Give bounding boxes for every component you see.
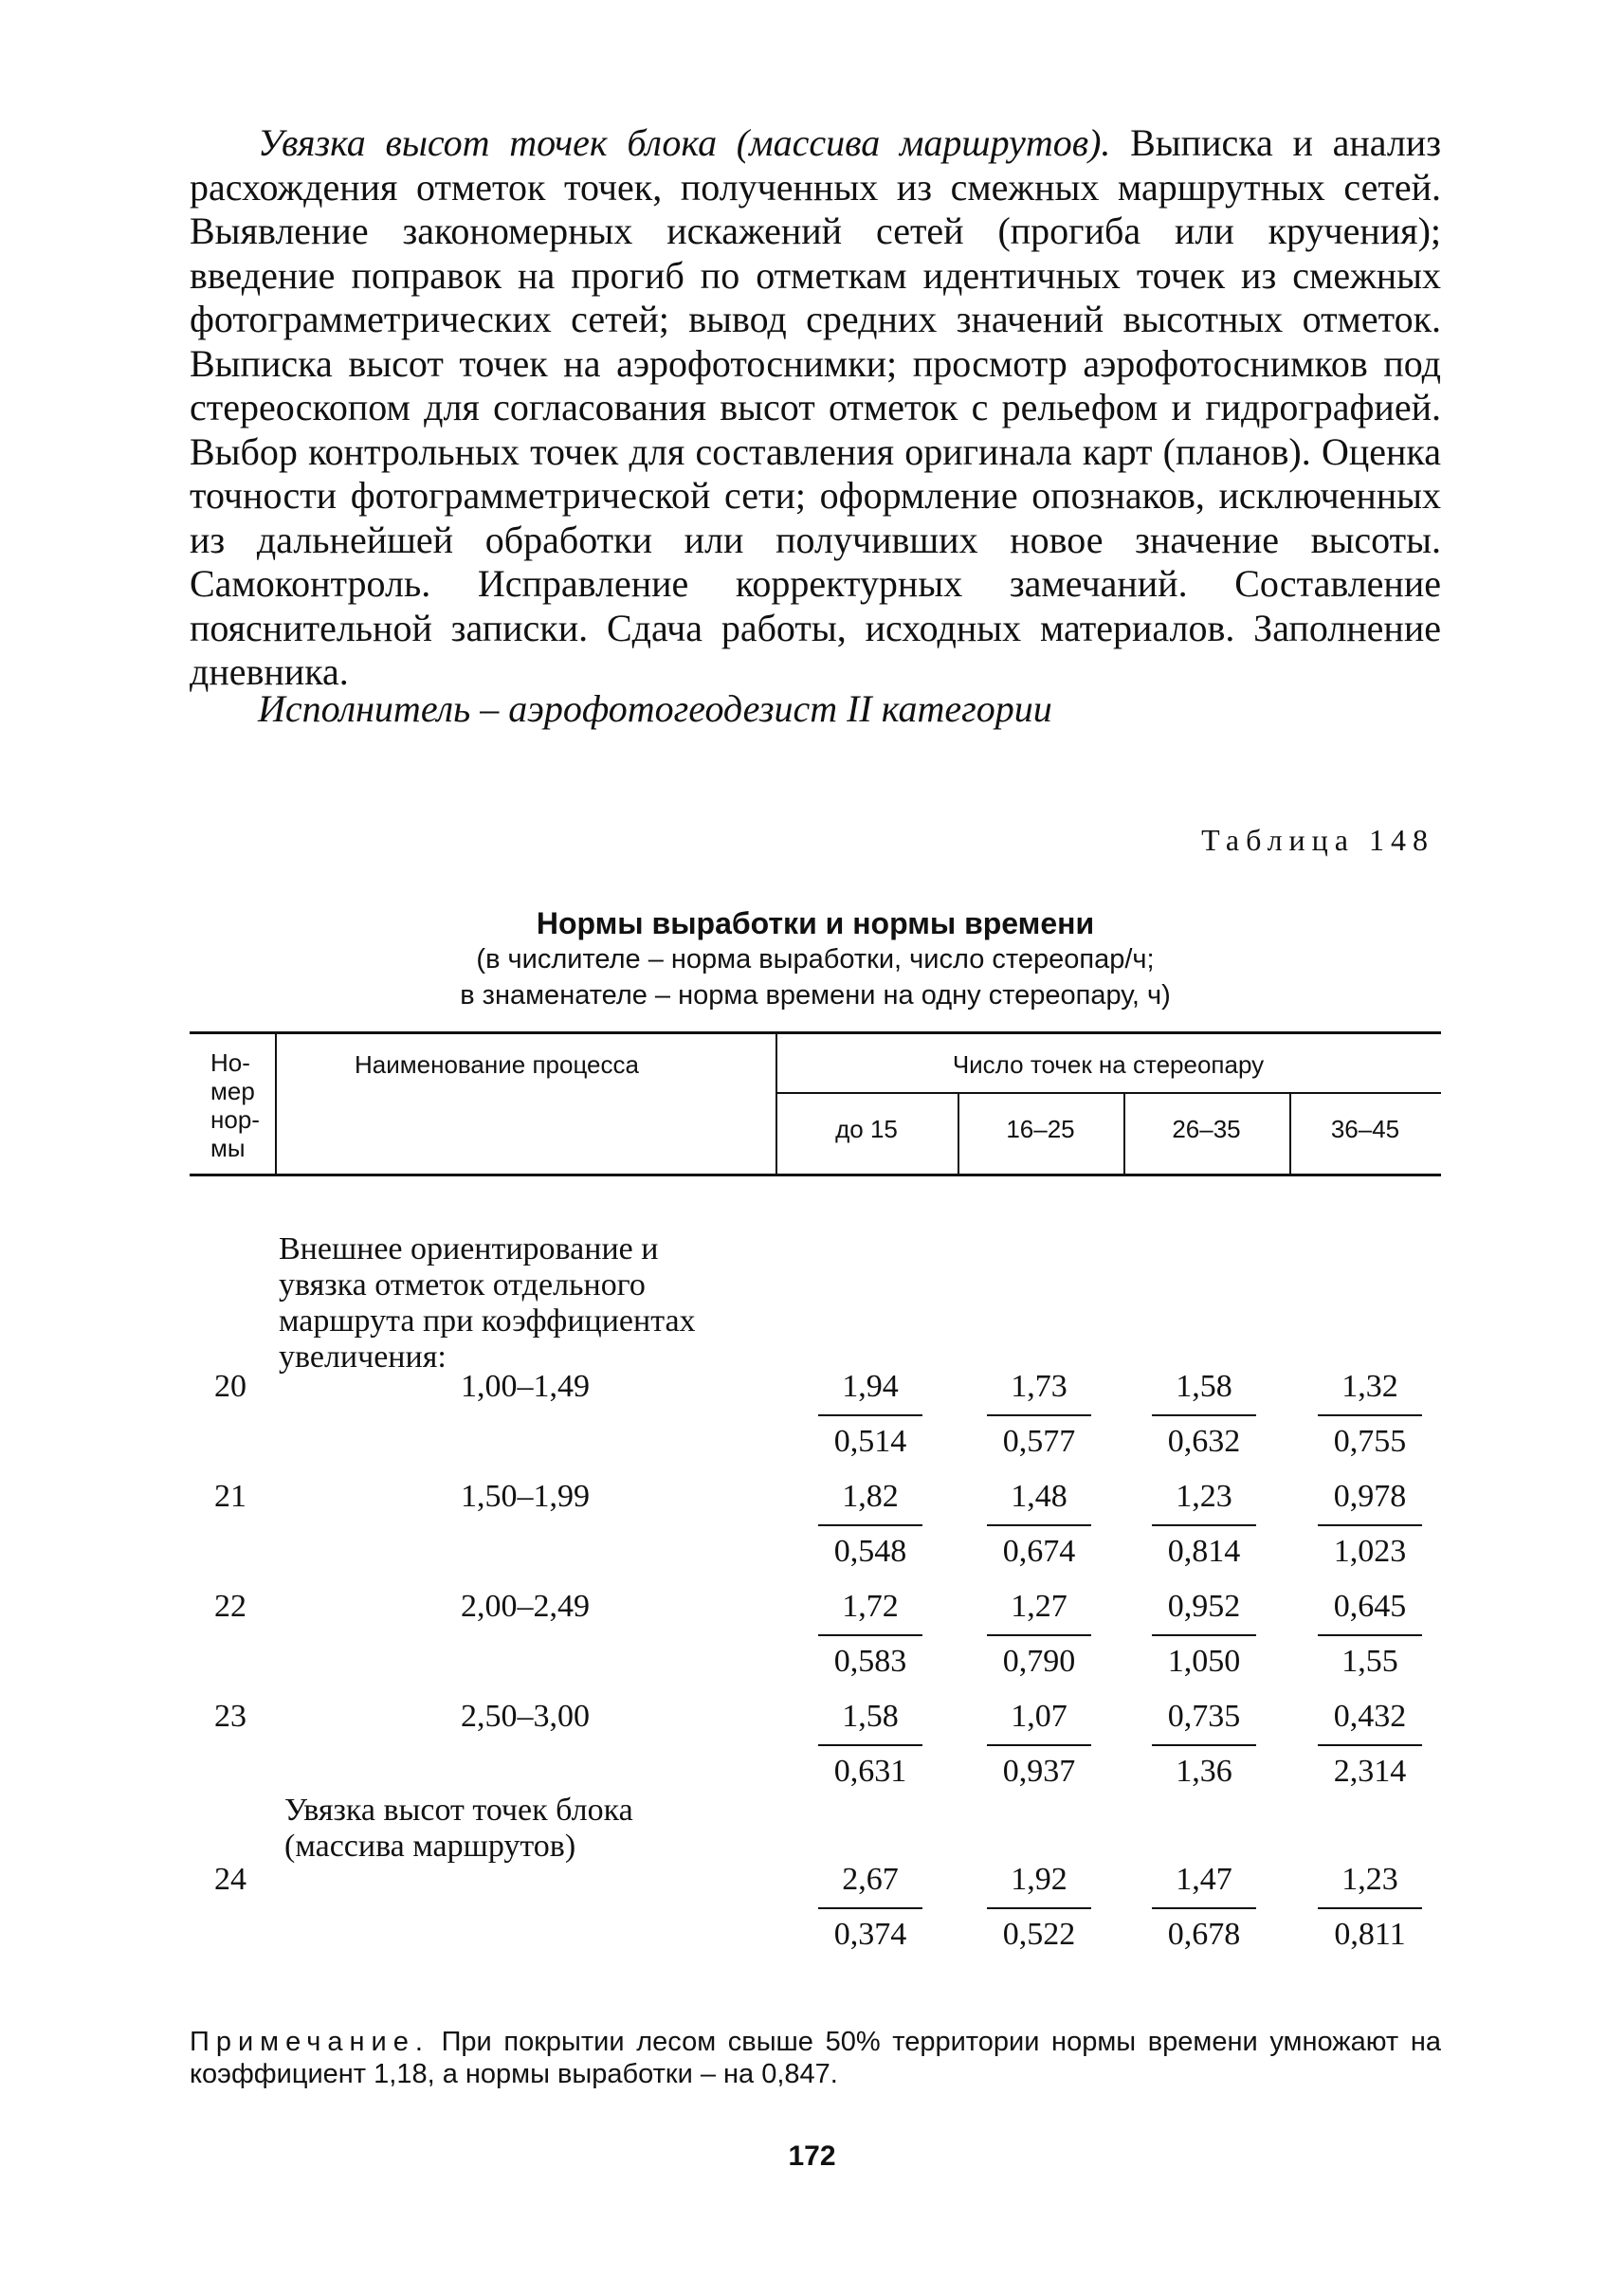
col-number-line: мер	[210, 1077, 255, 1105]
range-header: до 15	[835, 1115, 898, 1143]
time-norm: 0,937	[1002, 1754, 1076, 1789]
output-norm: 1,73	[1011, 1369, 1067, 1404]
norm-number: 21	[214, 1479, 246, 1514]
output-norm: 0,645	[1333, 1589, 1407, 1624]
time-norm: 0,631	[833, 1754, 907, 1789]
fraction-bar	[987, 1907, 1091, 1909]
norm-number: 24	[214, 1862, 246, 1897]
fraction-bar	[1318, 1414, 1422, 1416]
fraction-bar	[818, 1907, 922, 1909]
output-norm: 2,67	[842, 1862, 899, 1897]
coefficient-range: 2,00–2,49	[461, 1589, 590, 1624]
output-norm: 0,952	[1167, 1589, 1241, 1624]
table-subtitle: (в числителе – норма выработки, число стереопар/ч;	[476, 944, 1155, 974]
range-header: 26–35	[1172, 1115, 1241, 1143]
header-divider	[275, 1033, 277, 1174]
fraction-bar	[1152, 1634, 1256, 1636]
col-number-line: Но-	[210, 1048, 250, 1077]
time-norm: 0,755	[1333, 1424, 1407, 1459]
fraction-bar	[1152, 1414, 1256, 1416]
fraction-bar	[987, 1524, 1091, 1526]
section-heading: Увязка высот точек блока (массива маршрутов).	[258, 121, 1111, 164]
norm-number: 22	[214, 1589, 246, 1624]
output-norm: 0,978	[1333, 1479, 1407, 1514]
fraction-bar	[1318, 1524, 1422, 1526]
time-norm: 0,374	[833, 1917, 907, 1952]
header-bottom-rule	[190, 1174, 1441, 1176]
group-label-line: Увязка высот точек блока	[284, 1793, 633, 1828]
output-norm: 1,23	[1341, 1862, 1398, 1897]
fraction-bar	[1318, 1907, 1422, 1909]
col-process-header: Наименование процесса	[355, 1050, 639, 1079]
output-norm: 1,23	[1176, 1479, 1232, 1514]
output-norm: 0,432	[1333, 1699, 1407, 1734]
time-norm: 0,814	[1167, 1534, 1241, 1569]
page-number: 172	[788, 2140, 836, 2172]
output-norm: 1,94	[842, 1369, 899, 1404]
group-label-line: увеличения:	[279, 1339, 447, 1375]
fraction-bar	[987, 1744, 1091, 1746]
coefficient-range: 2,50–3,00	[461, 1699, 590, 1734]
section-body: Выписка и анализ расхождения отметок точек, полученных из смежных маршрутных сетей. Выявление закономерных искажений сетей (прогиба или кручения); введение поправок на прогиб по отметкам идентичных точек из смежных фотограмметрических сетей; вывод средних значений высотных отметок. Выписка высот точек на аэрофотоснимки; просмотр аэрофотоснимков под стереоскопом для согласования высот отметок с рельефом и гидрографией. Выбор контрольных точек для составления оригинала карт (планов). Оценка точности фотограмметрической сети; оформление опознаков, исключенных из дальнейшей обработки или получивших новое значение высоты. Самоконтроль. Исправление корректурных замечаний. Составление пояснительной записки. Сдача работы, исходных материалов. Заполнение дневника.	[190, 121, 1442, 693]
time-norm: 0,583	[833, 1644, 907, 1679]
fraction-bar	[1318, 1634, 1422, 1636]
time-norm: 1,023	[1333, 1534, 1407, 1569]
coefficient-range: 1,50–1,99	[461, 1479, 590, 1514]
fraction-bar	[1152, 1907, 1256, 1909]
group-label-line: увязка отметок отдельного	[279, 1267, 646, 1302]
time-norm: 0,548	[833, 1534, 907, 1569]
col-number-line: нор-	[210, 1105, 260, 1134]
header-mid-rule	[776, 1092, 1441, 1094]
fraction-bar	[818, 1634, 922, 1636]
norm-number: 20	[214, 1369, 246, 1404]
table-note	[190, 2026, 1441, 2090]
norm-number: 23	[214, 1699, 246, 1734]
range-header: 16–25	[1006, 1115, 1075, 1143]
time-norm: 0,790	[1002, 1644, 1076, 1679]
output-norm: 1,32	[1341, 1369, 1398, 1404]
coefficient-range: 1,00–1,49	[461, 1369, 590, 1404]
time-norm: 0,632	[1167, 1424, 1241, 1459]
table-number: Таблица 148	[1201, 823, 1434, 857]
header-top-rule	[190, 1031, 1441, 1034]
work-description	[190, 121, 1441, 695]
output-norm: 1,48	[1011, 1479, 1067, 1514]
time-norm: 0,674	[1002, 1534, 1076, 1569]
fraction-bar	[1152, 1744, 1256, 1746]
output-norm: 0,735	[1167, 1699, 1241, 1734]
fraction-bar	[818, 1414, 922, 1416]
time-norm: 0,678	[1167, 1917, 1241, 1952]
group-label-line: Внешнее ориентирование и	[279, 1231, 659, 1266]
col-number-line: мы	[210, 1134, 246, 1162]
time-norm: 1,55	[1341, 1644, 1398, 1679]
output-norm: 1,58	[1176, 1369, 1232, 1404]
fraction-bar	[1318, 1744, 1422, 1746]
group-label-line: маршрута при коэффициентах	[279, 1303, 696, 1339]
fraction-bar	[1152, 1524, 1256, 1526]
output-norm: 1,58	[842, 1699, 899, 1734]
fraction-bar	[818, 1744, 922, 1746]
output-norm: 1,27	[1011, 1589, 1067, 1624]
time-norm: 1,050	[1167, 1644, 1241, 1679]
output-norm: 1,92	[1011, 1862, 1067, 1897]
time-norm: 2,314	[1333, 1754, 1407, 1789]
col-points-header: Число точек на стереопару	[952, 1050, 1265, 1079]
time-norm: 0,811	[1334, 1917, 1406, 1952]
fraction-bar	[818, 1524, 922, 1526]
table-title: Нормы выработки и нормы времени	[536, 906, 1095, 940]
fraction-bar	[987, 1634, 1091, 1636]
note-text: При покрытии лесом свыше 50% территории нормы времени умножают на коэффициент 1,18, а нормы выработки – на 0,847.	[190, 2027, 1441, 2089]
group-label-line: (массива маршрутов)	[284, 1829, 576, 1864]
fraction-bar	[987, 1414, 1091, 1416]
note-label: Примечание.	[190, 2027, 429, 2057]
time-norm: 1,36	[1176, 1754, 1232, 1789]
output-norm: 1,72	[842, 1589, 899, 1624]
time-norm: 0,514	[833, 1424, 907, 1459]
range-header: 36–45	[1330, 1115, 1400, 1143]
output-norm: 1,47	[1176, 1862, 1232, 1897]
time-norm: 0,522	[1002, 1917, 1076, 1952]
output-norm: 1,07	[1011, 1699, 1067, 1734]
executor-line: Исполнитель – аэрофотогеодезист II категории	[258, 687, 1052, 730]
table-subtitle: в знаменателе – норма времени на одну стереопару, ч)	[460, 980, 1171, 1011]
time-norm: 0,577	[1002, 1424, 1076, 1459]
output-norm: 1,82	[842, 1479, 899, 1514]
